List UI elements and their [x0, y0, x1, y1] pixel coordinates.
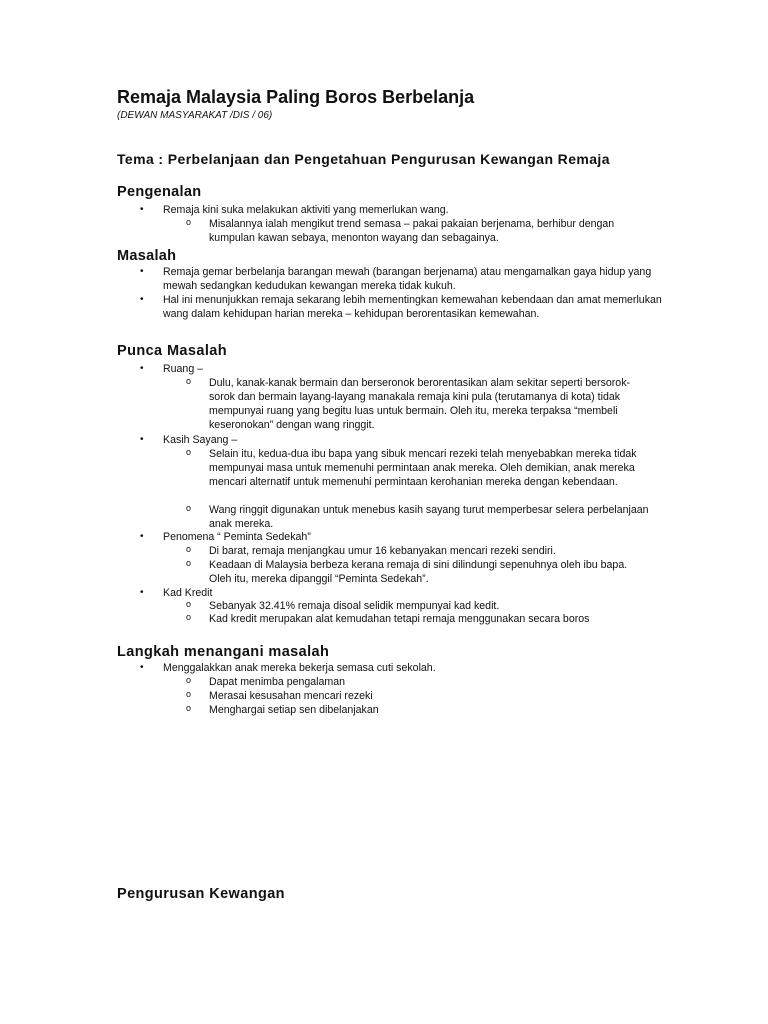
list-item: Kad Kredit	[163, 587, 213, 599]
sub-list-item: Sebanyak 32.41% remaja disoal selidik mempunyai kad kedit.	[209, 600, 500, 612]
sub-list-item: Misalannya ialah mengikut trend semasa – pakai pakaian berjenama, berhibur dengan kumpulan kawan sebaya, menonton wayang dan sebagainya.	[209, 218, 615, 244]
sub-bullet-marker: o	[186, 599, 192, 609]
sub-bullet-marker: o	[186, 703, 192, 713]
list-item: Remaja gemar berbelanja barangan mewah (barangan berjenama) atau mengamalkan gaya hidup yang mewah sedangkan kedudukan kewangan mereka tidak kukuh.	[163, 266, 652, 292]
sub-list-item: Wang ringgit digunakan untuk menebus kasih sayang turut memperbesar selera perbelanjaan anak mereka.	[209, 504, 649, 530]
list-item: Hal ini menunjukkan remaja sekarang lebih mementingkan kemewahan kebendaan dan amat memerlukan wang dalam kehidupan harian mereka – kehidupan berorentasikan kemewahan.	[163, 294, 662, 320]
sub-bullet-marker: o	[186, 503, 192, 513]
section-heading-pengurusan: Pengurusan Kewangan	[117, 886, 285, 902]
sub-bullet-marker: o	[186, 689, 192, 699]
bullet-marker: •	[140, 204, 144, 215]
sub-bullet-marker: o	[186, 217, 192, 227]
section-heading-pengenalan: Pengenalan	[117, 184, 202, 200]
sub-bullet-marker: o	[186, 675, 192, 685]
bullet-marker: •	[140, 266, 144, 277]
bullet-marker: •	[140, 662, 144, 673]
sub-list-item: Merasai kesusahan mencari rezeki	[209, 690, 373, 702]
list-item: Ruang –	[163, 363, 204, 375]
list-item: Penomena “ Peminta Sedekah”	[163, 531, 311, 543]
bullet-marker: •	[140, 531, 144, 542]
list-item: Remaja kini suka melakukan aktiviti yang memerlukan wang.	[163, 204, 449, 216]
sub-list-item: Selain itu, kedua-dua ibu bapa yang sibuk mencari rezeki telah menyebabkan mereka tidak mempunyai masa untuk memenuhi permintaan anak mereka. Oleh demikian, anak mereka mencari alternatif untuk memenuhi permintaan kerohanian mereka dengan kebendaan.	[209, 448, 637, 488]
section-heading-punca: Punca Masalah	[117, 343, 227, 359]
theme-heading: Tema : Perbelanjaan dan Pengetahuan Pengurusan Kewangan Remaja	[117, 151, 610, 167]
sub-list-item: Dulu, kanak-kanak bermain dan berseronok berorentasikan alam sekitar seperti bersorok-sorok dan bermain layang-layang manakala remaja kini pula (terutamanya di kota) tidak mempunyai ruang yang begitu luas untuk bermain. Oleh itu, mereka terpaksa “membeli keseronokan” dengan wang ringgit.	[209, 377, 631, 431]
sub-list-item: Menghargai setiap sen dibelanjakan	[209, 704, 379, 716]
sub-bullet-marker: o	[186, 544, 192, 554]
sub-list-item: Di barat, remaja menjangkau umur 16 kebanyakan mencari rezeki sendiri.	[209, 545, 556, 557]
section-heading-langkah: Langkah menangani masalah	[117, 644, 330, 660]
sub-list-item: Dapat menimba pengalaman	[209, 676, 346, 688]
bullet-marker: •	[140, 363, 144, 374]
list-item: Menggalakkan anak mereka bekerja semasa cuti sekolah.	[163, 662, 436, 674]
bullet-marker: •	[140, 587, 144, 598]
sub-list-item: Kad kredit merupakan alat kemudahan tetapi remaja menggunakan secara boros	[209, 613, 590, 625]
sub-bullet-marker: o	[186, 558, 192, 568]
section-heading-masalah: Masalah	[117, 248, 177, 264]
sub-bullet-marker: o	[186, 376, 192, 386]
document-title: Remaja Malaysia Paling Boros Berbelanja	[117, 87, 475, 107]
bullet-marker: •	[140, 434, 144, 445]
sub-list-item: Keadaan di Malaysia berbeza kerana remaja di sini dilindungi sepenuhnya oleh ibu bapa. Oleh itu, mereka dipanggil “Peminta Sedekah”.	[209, 559, 628, 585]
document-source: (DEWAN MASYARAKAT /DIS / 06)	[117, 110, 273, 121]
sub-bullet-marker: o	[186, 612, 192, 622]
sub-bullet-marker: o	[186, 447, 192, 457]
bullet-marker: •	[140, 294, 144, 305]
list-item: Kasih Sayang –	[163, 434, 238, 446]
